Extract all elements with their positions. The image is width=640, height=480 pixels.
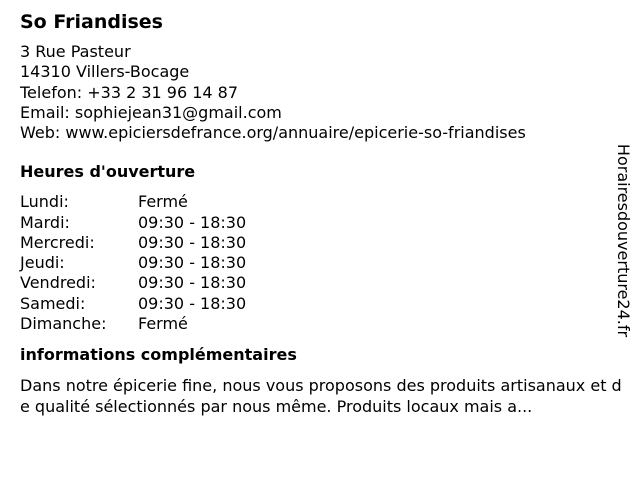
day-label: Jeudi: bbox=[20, 253, 65, 273]
day-label: Dimanche: bbox=[20, 313, 107, 333]
email-line: Email: sophiejean31@gmail.com bbox=[20, 102, 282, 122]
business-card bbox=[20, 10, 625, 417]
day-time: Fermé bbox=[138, 313, 188, 333]
site-watermark bbox=[612, 135, 636, 345]
watermark-text: Horairesdouverture24.fr bbox=[614, 143, 634, 337]
day-label: Samedi: bbox=[20, 293, 86, 313]
phone-line: Telefon: +33 2 31 96 14 87 bbox=[20, 82, 239, 102]
hours-row-friday bbox=[20, 273, 625, 293]
web-line: Web: www.epiciersdefrance.org/annuaire/epicerie-so-friandises bbox=[20, 123, 526, 143]
info-description: Dans notre épicerie fine, nous vous proposons des produits artisanaux et de qualité sélectionnés par nous même. Produits locaux mais a... bbox=[20, 375, 622, 416]
opening-hours-table bbox=[20, 192, 625, 333]
day-time: Fermé bbox=[138, 192, 188, 212]
day-time: 09:30 - 18:30 bbox=[138, 212, 247, 232]
hours-row-sunday bbox=[20, 314, 625, 334]
postal-city: 14310 Villers-Bocage bbox=[20, 62, 190, 82]
hours-heading: Heures d'ouverture bbox=[20, 162, 196, 182]
info-heading: informations complémentaires bbox=[20, 344, 297, 364]
hours-row-monday bbox=[20, 192, 625, 212]
day-label: Vendredi: bbox=[20, 273, 96, 293]
hours-row-thursday bbox=[20, 253, 625, 273]
hours-row-tuesday bbox=[20, 213, 625, 233]
day-time: 09:30 - 18:30 bbox=[138, 253, 247, 273]
day-label: Mercredi: bbox=[20, 232, 95, 252]
street-address: 3 Rue Pasteur bbox=[20, 42, 131, 61]
day-time: 09:30 - 18:30 bbox=[138, 232, 247, 252]
day-label: Lundi: bbox=[20, 192, 69, 212]
day-time: 09:30 - 18:30 bbox=[138, 273, 247, 293]
address-block bbox=[20, 42, 625, 143]
hours-row-saturday bbox=[20, 294, 625, 314]
hours-row-wednesday bbox=[20, 233, 625, 253]
day-time: 09:30 - 18:30 bbox=[138, 293, 247, 313]
day-label: Mardi: bbox=[20, 212, 70, 232]
business-name: So Friandises bbox=[20, 11, 163, 33]
